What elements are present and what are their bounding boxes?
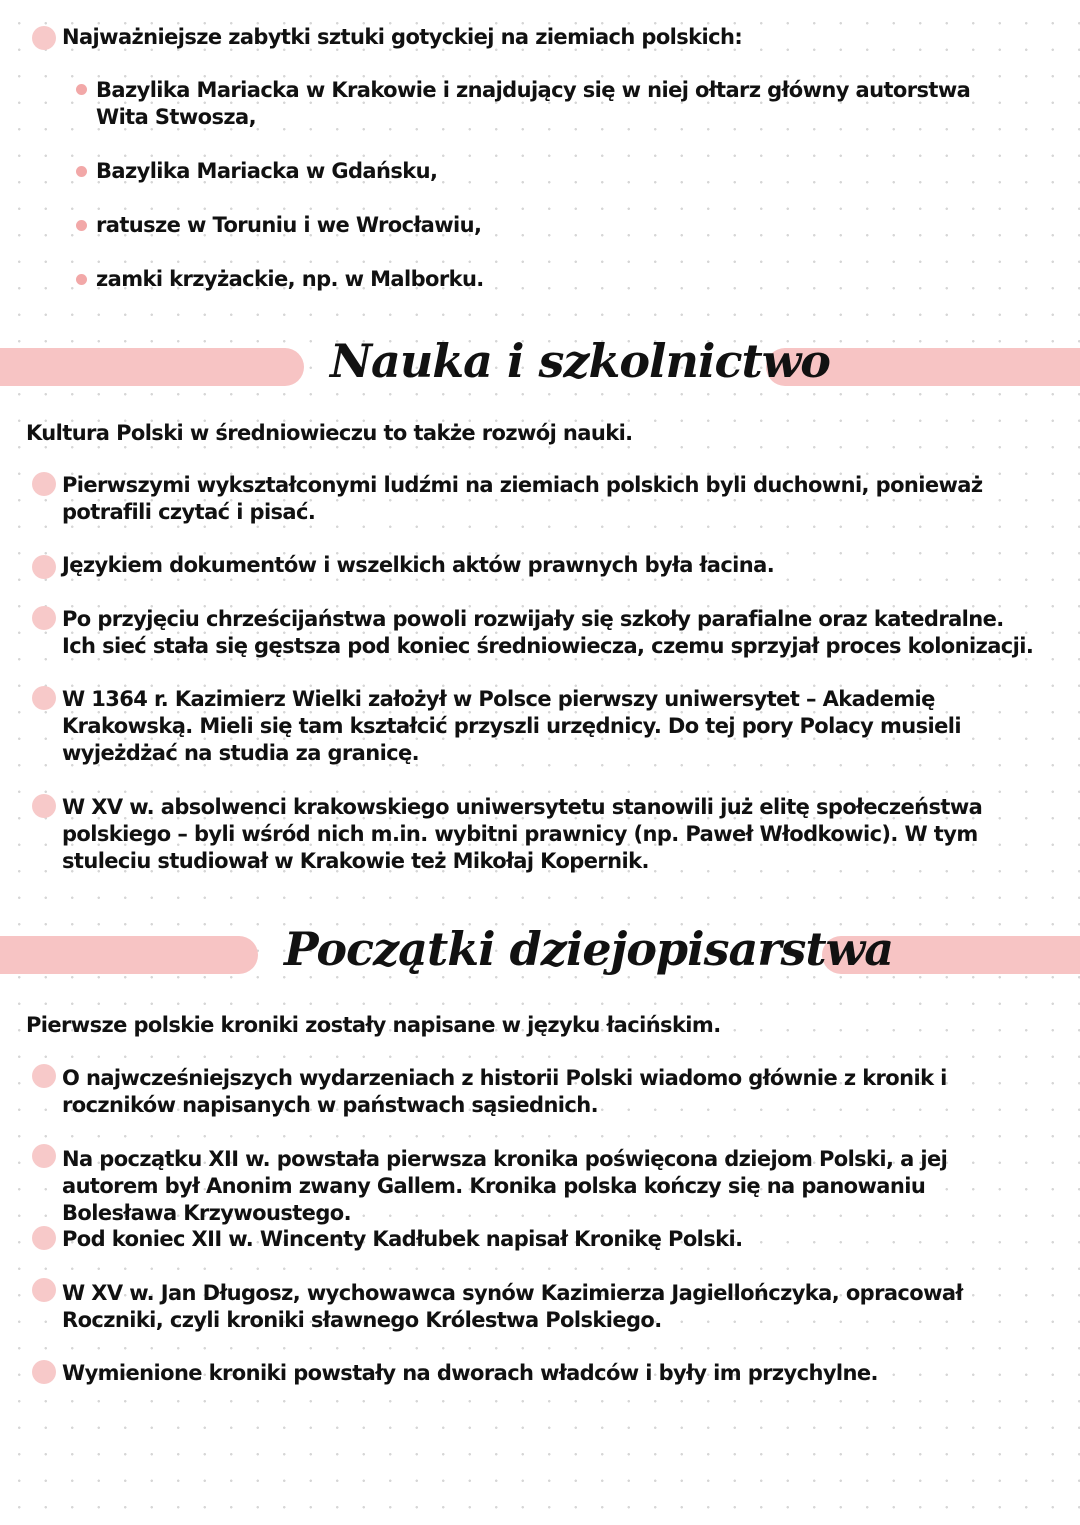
section-heading: Początki dziejopisarstwa bbox=[284, 922, 894, 976]
heading-bar-left bbox=[0, 348, 304, 386]
section-heading: Nauka i szkolnictwo bbox=[330, 334, 830, 388]
chronicle-point: Na początku XII w. powstała pierwsza kronika poświęcona dziejom Polski, a jej autorem był Anonim zwany Gallem. Kronika polska kończy się na panowaniu Bolesława Krzywoustego. bbox=[62, 1147, 948, 1225]
gothic-item: Bazylika Mariacka w Gdańsku, bbox=[96, 159, 438, 183]
bullet-dot-icon bbox=[32, 686, 56, 710]
bullet-dot-icon bbox=[32, 26, 56, 50]
section-intro: Kultura Polski w średniowieczu to także rozwój nauki. bbox=[26, 421, 633, 445]
bullet-point-icon bbox=[76, 84, 87, 95]
science-point: Po przyjęciu chrześcijaństwa powoli rozwijały się szkoły parafialne oraz katedralne. Ich sieć stała się gęstsza pod koniec średniowiecza, czemu sprzyjał proces kolonizacji. bbox=[62, 607, 1034, 658]
science-point: W 1364 r. Kazimierz Wielki założył w Polsce pierwszy uniwersytet – Akademię Krakowską. Mieli się tam kształcić przyszli urzędnicy. Do tej pory Polacy musieli wyjeżdżać na studia za granicę. bbox=[62, 687, 961, 765]
bullet-dot-icon bbox=[32, 555, 56, 579]
gothic-item: Bazylika Mariacka w Krakowie i znajdujący się w niej ołtarz główny autorstwa Wita Stwosza, bbox=[96, 78, 971, 129]
bullet-dot-icon bbox=[32, 1064, 56, 1088]
bullet-dot-icon bbox=[32, 1144, 56, 1168]
chronicle-point: Wymienione kroniki powstały na dworach władców i były im przychylne. bbox=[62, 1361, 878, 1385]
bullet-dot-icon bbox=[32, 472, 56, 496]
chronicle-point: W XV w. Jan Długosz, wychowawca synów Kazimierza Jagiellończyka, opracował Roczniki, czyli kroniki sławnego Królestwa Polskiego. bbox=[62, 1281, 963, 1332]
bullet-dot-icon bbox=[32, 1226, 56, 1250]
gothic-title: Najważniejsze zabytki sztuki gotyckiej na ziemiach polskich: bbox=[62, 25, 743, 49]
chronicle-point: Pod koniec XII w. Wincenty Kadłubek napisał Kronikę Polski. bbox=[62, 1227, 743, 1251]
heading-bar-left bbox=[0, 936, 258, 974]
science-point: W XV w. absolwenci krakowskiego uniwersytetu stanowili już elitę społeczeństwa polskiego – byli wśród nich m.in. wybitni prawnicy (np. Paweł Włodkowic). W tym stuleciu studiował w Krakowie też Mikołaj Kopernik. bbox=[62, 795, 983, 873]
bullet-dot-icon bbox=[32, 1360, 56, 1384]
science-point: Pierwszymi wykształconymi ludźmi na ziemiach polskich byli duchowni, ponieważ potrafili czytać i pisać. bbox=[62, 473, 983, 524]
gothic-item: zamki krzyżackie, np. w Malborku. bbox=[96, 267, 484, 291]
bullet-dot-icon bbox=[32, 794, 56, 818]
bullet-point-icon bbox=[76, 166, 87, 177]
chronicle-point: O najwcześniejszych wydarzeniach z historii Polski wiadomo głównie z kronik i roczników napisanych w państwach sąsiednich. bbox=[62, 1066, 947, 1117]
science-point: Językiem dokumentów i wszelkich aktów prawnych była łacina. bbox=[62, 553, 775, 577]
gothic-item: ratusze w Toruniu i we Wrocławiu, bbox=[96, 213, 482, 237]
bullet-dot-icon bbox=[32, 1278, 56, 1302]
bullet-dot-icon bbox=[32, 606, 56, 630]
bullet-point-icon bbox=[76, 274, 87, 285]
bullet-point-icon bbox=[76, 220, 87, 231]
section-intro: Pierwsze polskie kroniki zostały napisane w języku łacińskim. bbox=[26, 1013, 721, 1037]
